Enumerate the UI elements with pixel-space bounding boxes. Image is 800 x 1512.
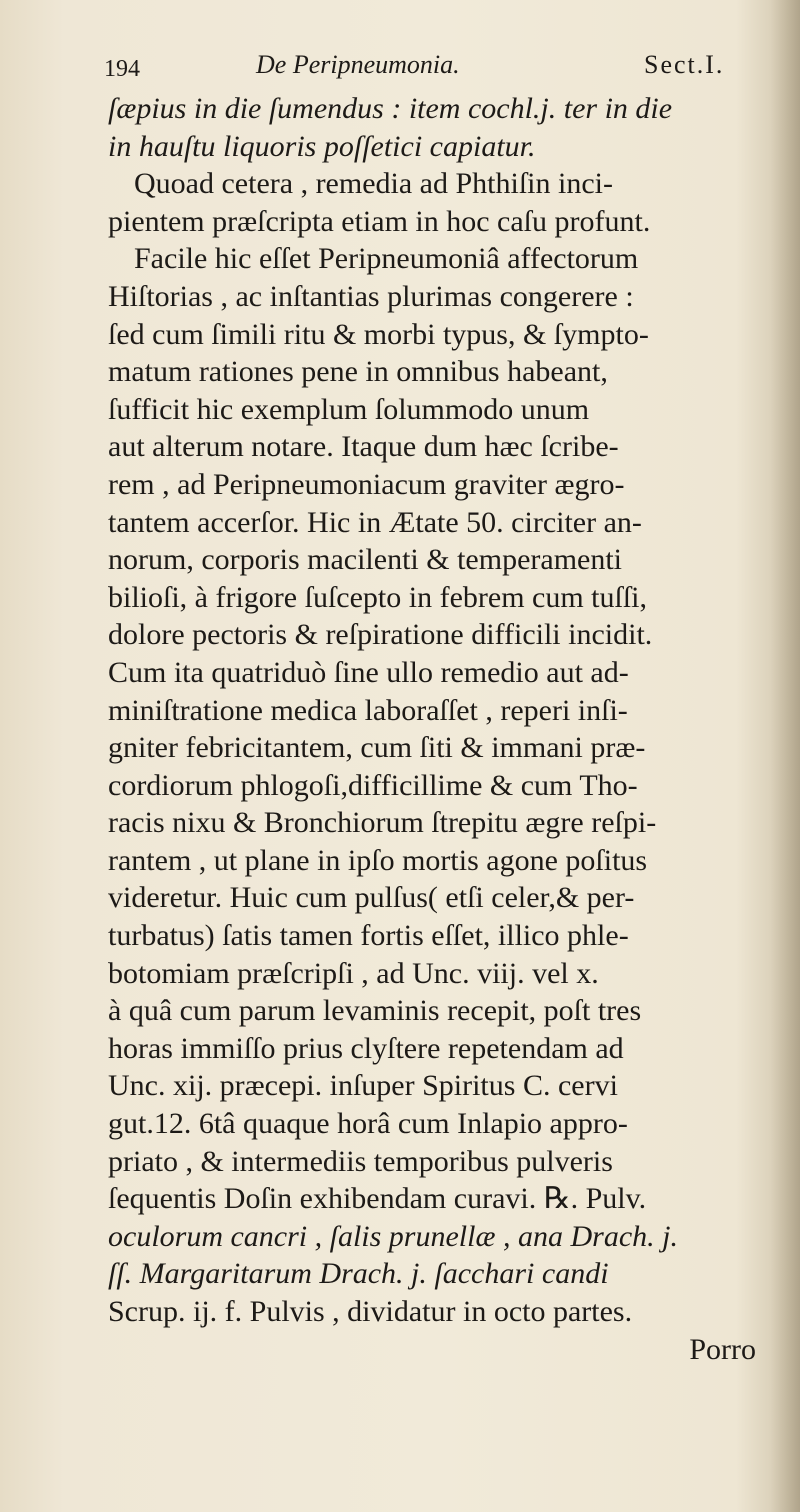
text-line: ſed cum ſimili ritu & morbi typus, & ſympto- (108, 317, 649, 351)
text-line: botomiam præſcripſi , ad Unc. viij. vel x. (108, 956, 599, 990)
text-line: Cum ita quatriduò ſine ullo remedio aut ad- (108, 655, 629, 689)
text-line: miniſtratione medica laboraſſet , reperi inſi- (108, 693, 628, 727)
text-line: bilioſi, à frigore ſuſcepto in febrem cum tuſſi, (108, 580, 648, 614)
text-line: ſufficit hic exemplum ſolummodo unum (108, 392, 590, 426)
text-line: aut alterum notare. Itaque dum hæc ſcribe- (108, 430, 619, 464)
section-label: Sect.I. (644, 50, 725, 79)
text-line: priato , & intermediis temporibus pulveris (108, 1144, 613, 1178)
text-line: in hauſtu liquoris poſſetici capiatur. (108, 129, 536, 163)
text-line: racis nixu & Bronchiorum ſtrepitu ægre reſpi- (108, 806, 657, 840)
text-line: matum rationes pene in omnibus habeant, (108, 355, 608, 389)
text-line: tantem accerſor. Hic in Ætate 50. circiter an- (108, 505, 642, 539)
running-title: De Peripneumonia. (256, 50, 460, 79)
running-head (104, 50, 776, 90)
text-line: ſequentis Doſin exhibendam curavi. ℞. Pulv. (108, 1182, 647, 1216)
text-line: cordiorum phlogoſi,difficillime & cum Tho- (108, 768, 638, 802)
text-line: rantem , ut plane in ipſo mortis agone poſitus (108, 843, 648, 877)
text-line: videretur. Huic cum pulſus( etſi celer,& per- (108, 881, 635, 915)
text-line: turbatus) ſatis tamen fortis eſſet, illico phle- (108, 919, 629, 953)
page-number: 194 (104, 56, 140, 82)
text-line: Scrup. ij. f. Pulvis , dividatur in octo partes. (108, 1295, 633, 1328)
text-line: dolore pectoris & reſpiratione difficili incidit. (108, 618, 653, 652)
text-line: rem , ad Peripneumoniacum graviter ægro- (108, 467, 625, 501)
text-line: Quoad cetera , remedia ad Phthiſin inci- (134, 167, 613, 201)
text-line: Hiſtorias , ac inſtantias plurimas congerere : (108, 279, 634, 313)
text-line: pientem præſcripta etiam in hoc caſu profunt. (108, 204, 651, 238)
text-line: gniter febricitantem, cum ſiti & immani præ- (108, 731, 646, 765)
text-line: ſſ. Margaritarum Drach. j. ſacchari candi (108, 1257, 609, 1291)
text-line: norum, corporis macilenti & temperamenti (108, 543, 623, 577)
text-line: horas immiſſo prius clyſtere repetendam ad (108, 1031, 624, 1065)
text-line: à quâ cum parum levaminis recepit, poſt tres (108, 994, 642, 1028)
catchword: Porro (689, 1332, 756, 1366)
text-line: oculorum cancri , ſalis prunellæ , ana Drach. j. (108, 1219, 678, 1253)
page-text-block (104, 50, 776, 1368)
text-line: Facile hic eſſet Peripneumoniâ affectorum (134, 242, 639, 276)
text-line: ſæpius in die ſumendus : item cochl.j. ter in die (108, 92, 673, 125)
text-line: Unc. xij. præcepi. inſuper Spiritus C. cervi (108, 1069, 618, 1103)
text-line: gut.12. 6tâ quaque horâ cum Inlapio appro- (108, 1107, 628, 1141)
